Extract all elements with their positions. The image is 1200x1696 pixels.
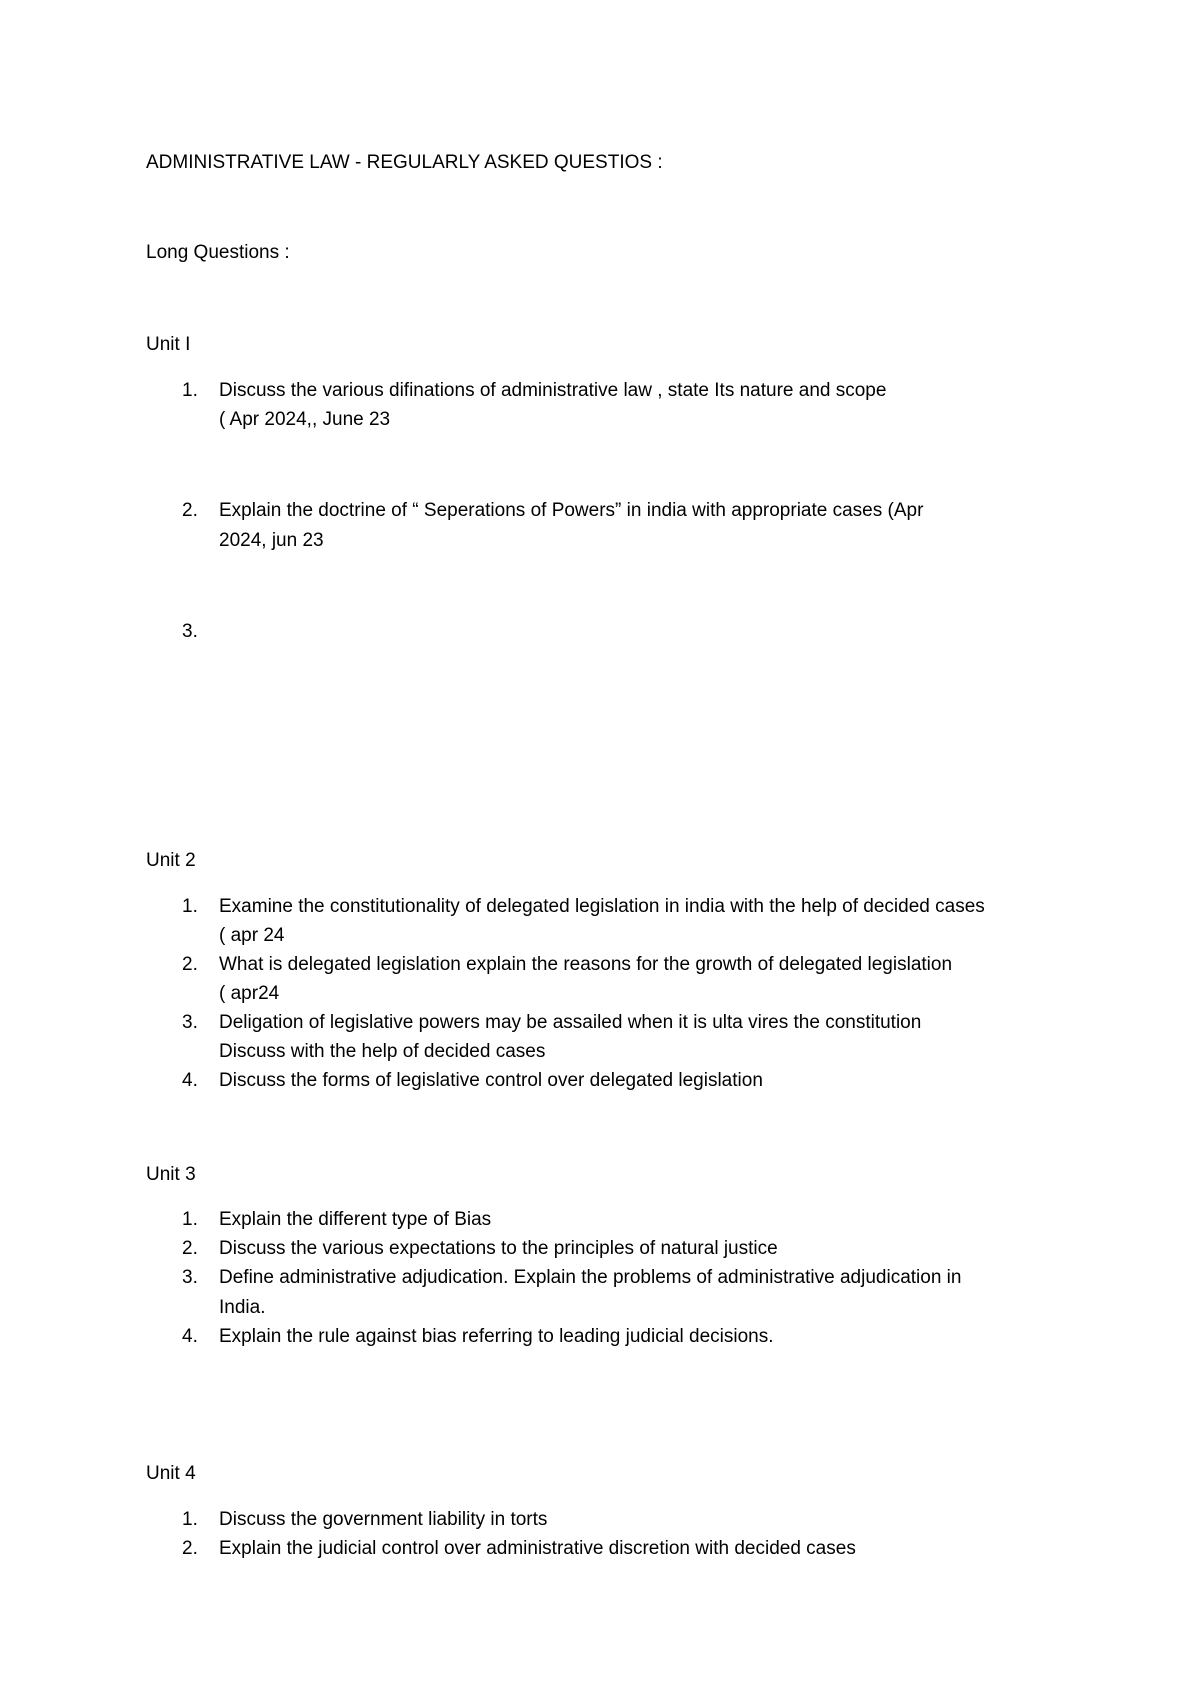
question-text: ( apr 24 [219,925,285,946]
unit-heading: Unit 4 [146,1463,196,1484]
section-heading: Long Questions : [146,242,290,263]
question-number: 4. [182,1326,198,1347]
question-number: 3. [182,1012,198,1033]
question-text: Explain the judicial control over administrative discretion with decided cases [219,1538,856,1559]
question-number: 2. [182,1538,198,1559]
question-number: 2. [182,954,198,975]
question-number: 3. [182,1267,198,1288]
question-number: 3. [182,621,198,642]
unit-heading: Unit 3 [146,1164,196,1185]
question-number: 4. [182,1070,198,1091]
question-text: Discuss the forms of legislative control over delegated legislation [219,1070,763,1091]
question-text: Define administrative adjudication. Explain the problems of administrative adjudication in [219,1267,962,1288]
question-text: ( Apr 2024,, June 23 [219,409,391,430]
question-text: India. [219,1297,266,1318]
question-number: 1. [182,380,198,401]
question-text: 2024, jun 23 [219,530,324,551]
question-text: Examine the constitutionality of delegated legislation in india with the help of decided cases [219,896,985,917]
question-number: 1. [182,1509,198,1530]
question-number: 2. [182,500,198,521]
question-text: Explain the doctrine of “ Seperations of Powers” in india with appropriate cases (Apr [219,500,924,521]
question-text: Discuss the various difinations of administrative law , state Its nature and scope [219,380,887,401]
unit-heading: Unit I [146,334,191,355]
question-text: Discuss the government liability in torts [219,1509,548,1530]
question-number: 1. [182,896,198,917]
unit-heading: Unit 2 [146,850,196,871]
document-title: ADMINISTRATIVE LAW - REGULARLY ASKED QUESTIOS : [146,152,663,173]
question-text: Discuss with the help of decided cases [219,1041,546,1062]
question-text: Explain the different type of Bias [219,1209,492,1230]
question-text: ( apr24 [219,983,280,1004]
question-text: Discuss the various expectations to the principles of natural justice [219,1238,778,1259]
question-number: 1. [182,1209,198,1230]
question-text: Deligation of legislative powers may be assailed when it is ulta vires the constitution [219,1012,922,1033]
question-number: 2. [182,1238,198,1259]
question-text: What is delegated legislation explain the reasons for the growth of delegated legislation [219,954,953,975]
question-text: Explain the rule against bias referring to leading judicial decisions. [219,1326,774,1347]
